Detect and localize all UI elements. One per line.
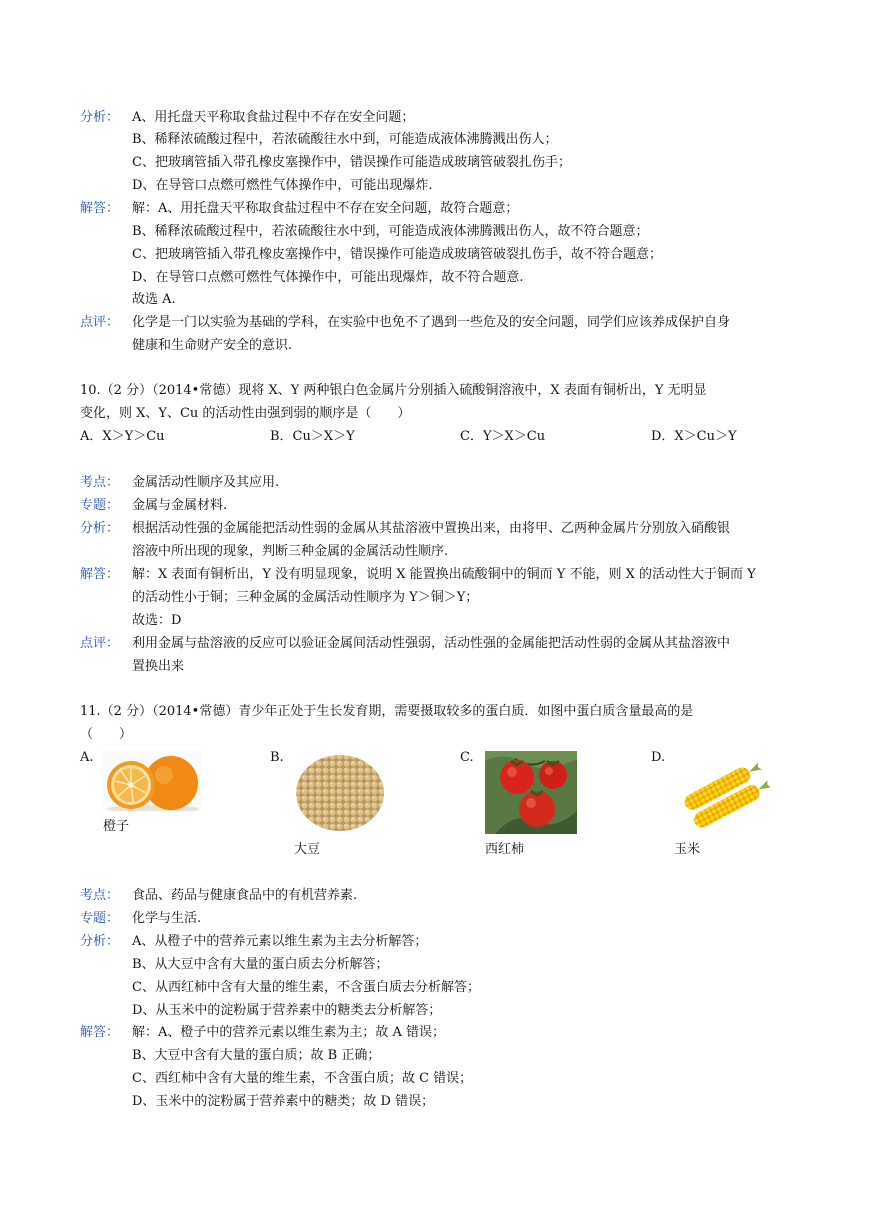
q10-stem-line: 10.（2 分）（2014•常德）现将 X、Y 两种银白色金属片分别插入硫酸铜溶液中，X 表面有铜析出，Y 无明显 — [80, 383, 707, 398]
q11-option-d-caption: 玉米 — [674, 842, 701, 857]
q11-stem-line: 11.（2 分）（2014•常德）青少年正处于生长发育期，需要摄取较多的蛋白质．如图中蛋白质含量最高的是 — [80, 704, 694, 719]
q11-analysis-line: C、从西红柿中含有大量的维生素，不含蛋白质去分析解答； — [132, 980, 480, 995]
zhuanti-label: 专题： — [80, 911, 120, 926]
q11-stem-line: （ ） — [80, 727, 133, 742]
q10-option-c: C．Y＞X＞Cu — [460, 429, 546, 444]
q11-answer-line: B、大豆中含有大量的蛋白质；故 B 正确； — [132, 1048, 381, 1063]
corn-image — [674, 753, 770, 833]
answer-label: 解答： — [80, 1025, 120, 1040]
q11-analysis-line: D、从玉米中的淀粉属于营养素中的糖类去分析解答； — [132, 1003, 442, 1018]
q10-answer-line: 的活动性小于铜；三种金属的金属活动性顺序为 Y＞铜＞Y； — [132, 590, 479, 605]
q10-comment-line: 置换出来 — [132, 659, 185, 674]
tomato-image — [485, 751, 577, 834]
q10-option-d: D．X＞Cu＞Y — [651, 429, 737, 444]
q9-analysis-line: C、把玻璃管插入带孔橡皮塞操作中，错误操作可能造成玻璃管破裂扎伤手； — [132, 155, 571, 170]
q11-answer-line: 解：A、橙子中的营养元素以维生素为主；故 A 错误； — [132, 1025, 446, 1040]
analysis-label: 分析： — [80, 934, 120, 949]
comment-label: 点评： — [80, 636, 120, 651]
q10-zhuanti: 金属与金属材料. — [132, 498, 228, 513]
analysis-label: 分析： — [80, 110, 120, 125]
q9-comment-line: 化学是一门以实验为基础的学科，在实验中也免不了遇到一些危及的安全问题，同学们应该养成保护自身 — [132, 315, 731, 330]
q11-option-c-caption: 西红柿 — [485, 842, 525, 857]
q9-answer-line: 解：A、用托盘天平称取食盐过程中不存在安全问题，故符合题意； — [132, 201, 519, 216]
q11-option-b-letter: B. — [270, 750, 284, 765]
q9-analysis-line: A、用托盘天平称取食盐过程中不存在安全问题； — [132, 110, 415, 125]
q10-kaodian: 金属活动性顺序及其应用. — [132, 475, 280, 490]
answer-label: 解答： — [80, 201, 120, 216]
q11-option-d-letter: D. — [651, 750, 666, 765]
q10-answer-line: 解：X 表面有铜析出，Y 没有明显现象，说明 X 能置换出硫酸铜中的铜而 Y 不能，则 X 的活动性大于铜而 Y — [132, 567, 756, 582]
comment-label: 点评： — [80, 315, 120, 330]
q11-answer-line: D、玉米中的淀粉属于营养素中的糖类；故 D 错误； — [132, 1094, 435, 1109]
orange-image — [103, 751, 201, 811]
q10-option-a: A．X＞Y＞Cu — [80, 429, 165, 444]
q11-option-c-letter: C. — [460, 750, 474, 765]
q11-option-a-caption: 橙子 — [103, 819, 130, 834]
zhuanti-label: 专题： — [80, 498, 120, 513]
q9-comment-line: 健康和生命财产安全的意识. — [132, 338, 293, 353]
q10-comment-line: 利用金属与盐溶液的反应可以验证金属间活动性强弱，活动性强的金属能把活动性弱的金属从其盐溶液中 — [132, 636, 731, 651]
analysis-label: 分析： — [80, 521, 120, 536]
kaodian-label: 考点： — [80, 475, 120, 490]
q9-answer-line: B、稀释浓硫酸过程中，若浓硫酸往水中到，可能造成液体沸腾溅出伤人，故不符合题意； — [132, 224, 649, 239]
q9-analysis-line: B、稀释浓硫酸过程中，若浓硫酸往水中到，可能造成液体沸腾溅出伤人； — [132, 132, 558, 147]
q10-analysis-line: 溶液中所出现的现象，判断三种金属的金属活动性顺序. — [132, 544, 449, 559]
q10-answer-line: 故选：D — [132, 613, 182, 628]
q9-answer-line: D、在导管口点燃可燃性气体操作中，可能出现爆炸，故不符合题意. — [132, 270, 524, 285]
q9-answer-line: 故选 A. — [132, 292, 176, 307]
q9-answer-line: C、把玻璃管插入带孔橡皮塞操作中，错误操作可能造成玻璃管破裂扎伤手，故不符合题意； — [132, 247, 662, 262]
kaodian-label: 考点： — [80, 888, 120, 903]
q10-stem-line: 变化，则 X、Y、Cu 的活动性由强到弱的顺序是（ ） — [80, 406, 411, 421]
soybean-image — [294, 753, 386, 832]
q10-analysis-line: 根据活动性强的金属能把活动性弱的金属从其盐溶液中置换出来，由将甲、乙两种金属片分别放入硝酸银 — [132, 521, 731, 536]
q11-option-a-letter: A. — [80, 750, 94, 765]
q9-analysis-line: D、在导管口点燃可燃性气体操作中，可能出现爆炸. — [132, 178, 433, 193]
q11-option-b-caption: 大豆 — [294, 842, 321, 857]
q11-kaodian: 食品、药品与健康食品中的有机营养素. — [132, 888, 358, 903]
q11-analysis-line: B、从大豆中含有大量的蛋白质去分析解答； — [132, 957, 389, 972]
q11-zhuanti: 化学与生活. — [132, 911, 202, 926]
q11-analysis-line: A、从橙子中的营养元素以维生素为主去分析解答； — [132, 934, 428, 949]
q11-answer-line: C、西红柿中含有大量的维生素，不含蛋白质；故 C 错误； — [132, 1071, 473, 1086]
answer-label: 解答： — [80, 567, 120, 582]
q10-option-b: B．Cu＞X＞Y — [270, 429, 355, 444]
